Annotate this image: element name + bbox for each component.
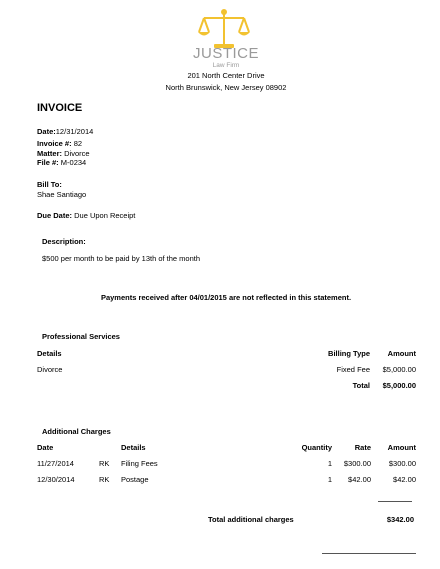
ac-row-amount: $300.00 xyxy=(388,459,416,468)
ps-header-details: Details xyxy=(37,349,62,358)
firm-name: JUSTICE xyxy=(192,45,259,62)
ps-total-value: $5,000.00 xyxy=(382,381,416,390)
ps-total-label: Total xyxy=(352,381,370,390)
firm-subtitle: Law Firm xyxy=(212,62,240,69)
ac-header-quantity: Quantity xyxy=(301,443,332,452)
description-text: $500 per month to be paid by 13th of the month xyxy=(42,254,201,263)
ac-row-details: Postage xyxy=(121,475,149,484)
ac-header-details: Details xyxy=(121,443,146,452)
ac-row-quantity: 1 xyxy=(327,459,332,468)
ps-header-amount: Amount xyxy=(387,349,416,358)
ac-row-date: 11/27/2014 xyxy=(37,459,74,468)
ac-row-amount: $42.00 xyxy=(393,475,416,484)
description-label: Description: xyxy=(42,237,86,246)
scales-of-justice-icon xyxy=(196,8,252,50)
ac-row-rate: $42.00 xyxy=(348,475,371,484)
ps-row-details: Divorce xyxy=(37,365,63,374)
signature-line xyxy=(322,553,416,554)
firm-address-line1: 201 North Center Drive xyxy=(187,71,265,80)
ac-header-rate: Rate xyxy=(354,443,371,452)
subtotal-divider xyxy=(378,501,412,502)
bill-to-name: Shae Santiago xyxy=(37,190,87,199)
ps-row-amount: $5,000.00 xyxy=(382,365,416,374)
bill-to-label: Bill To: xyxy=(37,180,62,189)
professional-services-title: Professional Services xyxy=(42,332,120,341)
invoice-matter: Matter: Divorce xyxy=(37,149,90,158)
ac-row-date: 12/30/2014 xyxy=(37,475,75,484)
ac-header-date: Date xyxy=(37,443,54,452)
ac-row-rate: $300.00 xyxy=(343,459,371,468)
invoice-date: Date:12/31/2014 xyxy=(37,127,94,136)
ac-row-details: Filing Fees xyxy=(121,459,158,468)
ac-row-quantity: 1 xyxy=(327,475,332,484)
additional-charges-title: Additional Charges xyxy=(42,427,111,436)
ac-total-label: Total additional charges xyxy=(208,515,294,524)
due-date: Due Date: Due Upon Receipt xyxy=(37,211,136,220)
invoice-number: Invoice #: 82 xyxy=(37,139,83,148)
ac-row-initials: RK xyxy=(99,459,110,468)
ac-row-initials: RK xyxy=(99,475,110,484)
ps-row-billing-type: Fixed Fee xyxy=(336,365,370,374)
payment-notice: Payments received after 04/01/2015 are not reflected in this statement. xyxy=(100,293,352,302)
invoice-title: INVOICE xyxy=(37,102,83,114)
ac-header-amount: Amount xyxy=(387,443,416,452)
ac-total-value: $342.00 xyxy=(386,515,414,524)
invoice-file-number: File #: M-0234 xyxy=(37,158,87,167)
ps-header-billing-type: Billing Type xyxy=(328,349,370,358)
firm-address-line2: North Brunswick, New Jersey 08902 xyxy=(165,83,287,92)
